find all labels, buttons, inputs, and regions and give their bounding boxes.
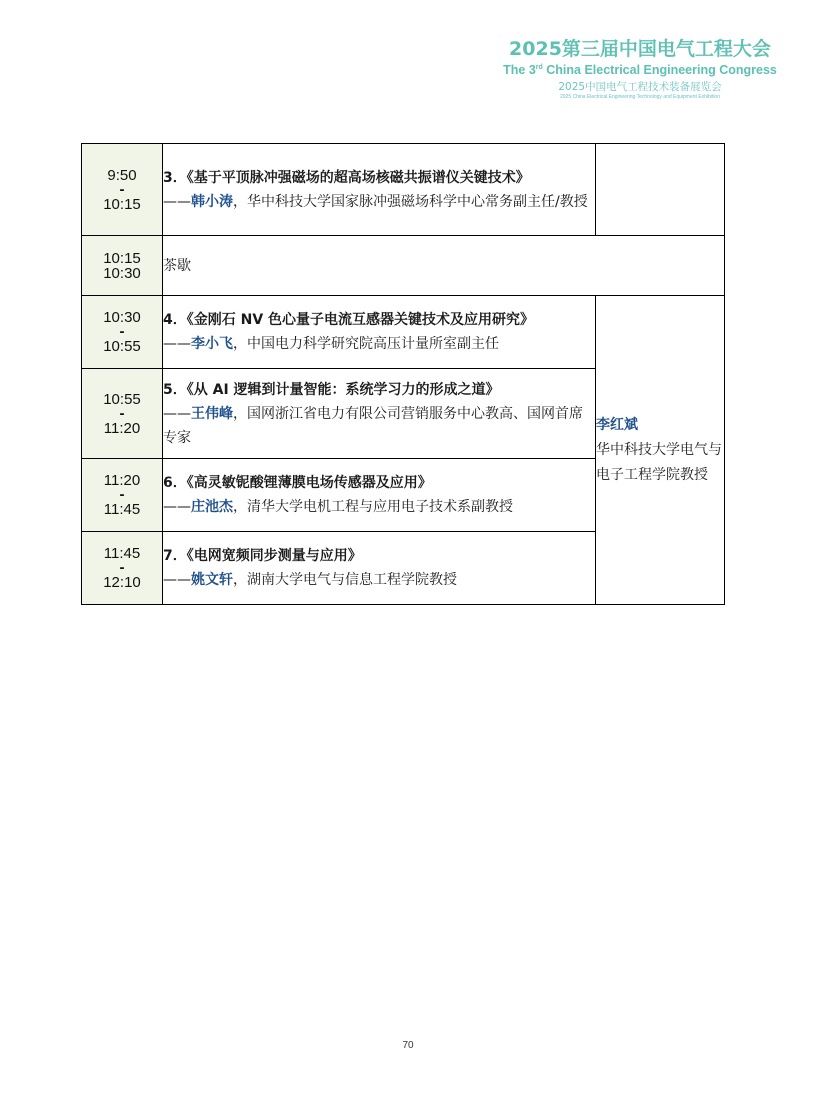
time-dash: -	[119, 180, 125, 198]
speaker-affiliation: ，中国电力科学研究院高压计量所室副主任	[233, 336, 499, 352]
speaker-affiliation: ，湖南大学电气与信息工程学院教授	[233, 572, 457, 588]
time-dash: -	[119, 559, 125, 576]
talk-title: 4．《金刚石 NV 色心量子电流互感器关键技术及应用研究》	[163, 312, 535, 328]
speaker-affiliation: ，华中科技大学国家脉冲强磁场科学中心常务副主任/教授	[233, 193, 588, 210]
time-end: 11:45	[103, 501, 141, 518]
topic-cell	[163, 532, 596, 605]
time-cell	[82, 369, 163, 459]
time-end: 10:30	[103, 264, 141, 282]
talk-title: 6．《高灵敏铌酸锂薄膜电场传感器及应用》	[163, 475, 432, 491]
logo-title-cn: 2025第三届中国电气工程大会	[509, 38, 771, 60]
time-end: 11:20	[103, 419, 141, 437]
logo-expo-cn: 2025中国电气工程技术装备展览会	[558, 81, 722, 94]
logo-expo-en: 2025 China Electrical Engineering Technology and Equipment Exhibition	[559, 94, 720, 101]
speaker-name: 韩小涛	[191, 193, 233, 210]
speaker-line: ——庄池杰，清华大学电机工程与应用电子技术系副教授	[163, 499, 513, 515]
time-start: 9:50	[107, 166, 137, 184]
time-start: 10:15	[103, 249, 141, 267]
time-start: 11:20	[103, 472, 141, 489]
congress-logo	[470, 38, 810, 118]
time-dash: -	[119, 486, 125, 503]
speaker-name: 庄池杰	[191, 499, 233, 515]
topic-cell	[163, 296, 596, 369]
speaker-name: 李小飞	[191, 336, 233, 352]
agenda-row-break	[82, 236, 725, 296]
speaker-line: ——姚文轩，湖南大学电气与信息工程学院教授	[163, 572, 457, 588]
time-dash: -	[119, 323, 125, 340]
page-number: 70	[402, 1040, 414, 1051]
speaker-line: ——王伟峰，国网浙江省电力有限公司营销服务中心教高、国网首席专家	[163, 405, 583, 446]
speaker-name: 王伟峰	[191, 405, 233, 422]
speaker-name: 姚文轩	[191, 572, 233, 588]
empty-cell	[596, 144, 725, 236]
talk-title: 5．《从 AI 逻辑到计量智能：系统学习力的形成之道》	[163, 381, 500, 398]
break-cell: 茶歇	[163, 236, 725, 296]
chair-name: 李红斌	[596, 416, 638, 433]
chair-affiliation: 华中科技大学电气与电子工程学院教授	[596, 441, 722, 483]
time-dash: -	[119, 404, 125, 422]
time-cell	[82, 532, 163, 605]
speaker-affiliation: ，清华大学电机工程与应用电子技术系副教授	[233, 499, 513, 515]
time-end: 10:55	[103, 338, 141, 355]
topic-cell	[163, 459, 596, 532]
talk-title: 7．《电网宽频同步测量与应用》	[163, 548, 362, 564]
speaker-line: ——韩小涛，华中科技大学国家脉冲强磁场科学中心常务副主任/教授	[163, 193, 588, 210]
time-start: 11:45	[103, 545, 141, 562]
time-cell	[82, 296, 163, 369]
time-start: 10:55	[103, 390, 141, 408]
time-cell	[82, 459, 163, 532]
topic-cell	[163, 144, 596, 236]
talk-title: 3．《基于平顶脉冲强磁场的超高场核磁共振谱仪关键技术》	[163, 169, 530, 186]
time-start: 10:30	[103, 309, 141, 326]
agenda-row	[82, 296, 725, 369]
time-cell	[82, 236, 163, 296]
time-end: 10:15	[103, 195, 141, 213]
topic-cell	[163, 369, 596, 459]
logo-title-en: The 3rd China Electrical Engineering Congress	[503, 63, 777, 78]
agenda-row	[82, 144, 725, 236]
chair-cell	[596, 296, 725, 605]
speaker-affiliation: ，国网浙江省电力有限公司营销服务中心教高、国网首席专家	[163, 405, 583, 446]
speaker-line: ——李小飞，中国电力科学研究院高压计量所室副主任	[163, 336, 499, 352]
time-cell	[82, 144, 163, 236]
agenda-table	[81, 143, 725, 605]
time-end: 12:10	[103, 574, 141, 591]
